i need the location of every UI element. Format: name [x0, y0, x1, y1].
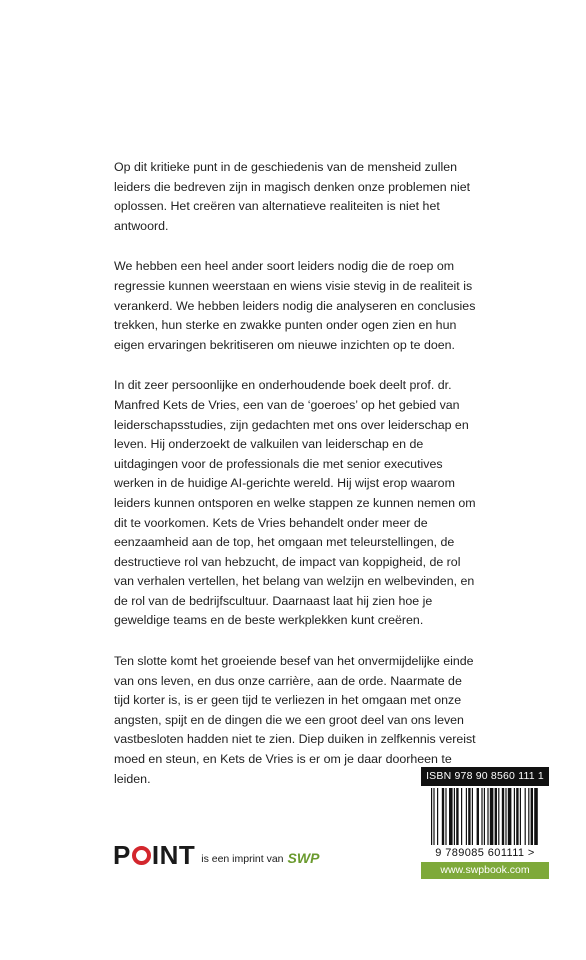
paragraph-2: We hebben een heel ander soort leiders nodig die de roep om regressie kunnen weerstaan en wiens visie stevig in de realiteit is verankerd. We hebben leiders nodig die analyseren en conclusies trekken, hun sterke en zwakke punten onder ogen zien en hun eigen ervaringen bekritiseren om nieuwe inzichten op te doen.: [114, 259, 476, 352]
swp-logo: SWP: [287, 850, 320, 866]
point-logo-p: P: [113, 840, 131, 870]
paragraph-3: In dit zeer persoonlijke en onderhoudende boek deelt prof. dr. Manfred Kets de Vries, een van de ‘goeroes’ op het gebied van leiderschapsstudies, zijn gedachten met ons over leiderschap en leven. Hij onderzoekt de valkuilen van leiderschap en de uitdagingen voor de professionals die met senior executives werken in de huidige AI-gerichte wereld. Hij wijst erop waarom leiders kunnen ontsporen en welke stappen ze kunnen nemen om dit te voorkomen. Kets de Vries behandelt onder meer de eenzaamheid aan de top, het omgaan met teleurstellingen, de destructieve rol van hebzucht, de impact van koppigheid, de rol van verhalen vertellen, het belang van welzijn en welbevinden, en de rol van de bedrijfscultuur. Daarnaast laat hij zien hoe je geweldige teams en de beste werkplekken kunt creëren.: [114, 378, 476, 628]
point-logo-int: INT: [151, 840, 196, 870]
point-logo-o-icon: [132, 846, 151, 865]
isbn-label: ISBN 978 90 8560 111 1: [421, 767, 549, 786]
imprint-text: is een imprint van: [201, 853, 284, 865]
point-logo: [113, 840, 196, 870]
imprint-line: [113, 840, 320, 870]
back-cover-text: [114, 158, 476, 810]
paragraph-1: Op dit kritieke punt in de geschiedenis van de mensheid zullen leiders die bedreven zijn in magisch denken onze problemen niet oplossen. Het creëren van alternatieve realiteiten is niet het antwoord.: [114, 160, 471, 233]
barcode-graphic: [421, 786, 549, 862]
website-url: www.swpbook.com: [421, 862, 549, 879]
barcode-number: 9 789085 601111 >: [421, 845, 549, 862]
isbn-barcode: [421, 767, 549, 879]
paragraph-4: Ten slotte komt het groeiende besef van het onvermijdelijke einde van ons leven, en dus onze carrière, aan de orde. Naarmate de tijd korter is, is er geen tijd te verliezen in het omgaan met onze angsten, spijt en de dingen die we een groot deel van ons leven vastbesloten hadden niet te zien. Diep duiken in zelfkennis vereist moed en steun, en Kets de Vries is er om je daar doorheen te leiden.: [114, 654, 476, 786]
